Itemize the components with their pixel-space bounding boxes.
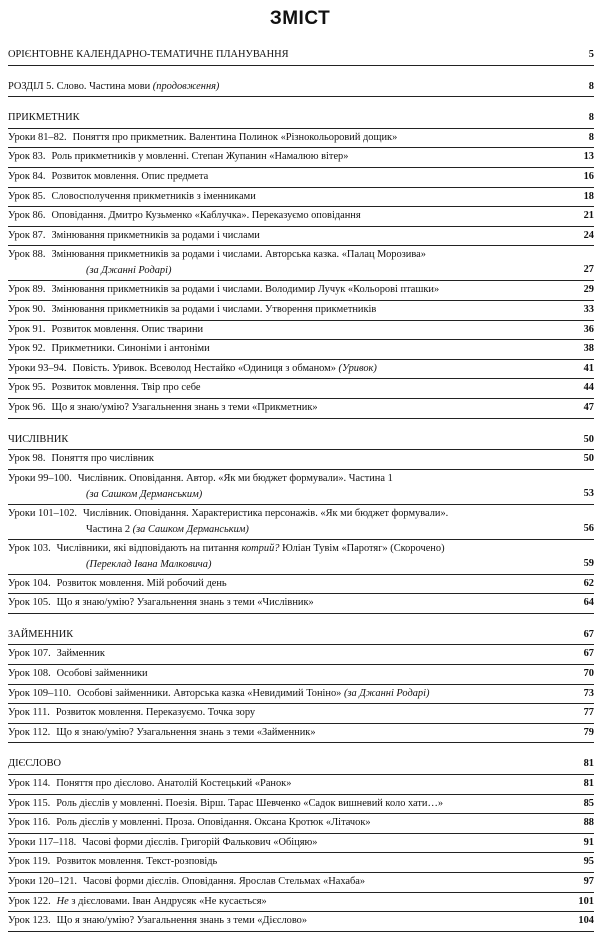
lesson-text: Урок 83. Роль прикметників у мовленні. Степан Жупанин «Намалюю вітер»: [8, 151, 349, 163]
lesson-text: Урок 104. Розвиток мовлення. Мій робочий день: [8, 577, 227, 589]
lesson-label: Урок 91.: [8, 323, 46, 335]
lesson-label: Уроки 81–82.: [8, 131, 67, 143]
page-number: 62: [583, 577, 594, 589]
lesson-text: Урок 116. Роль дієслів у мовленні. Проза. Оповідання. Оксана Кротюк «Літачок»: [8, 817, 371, 829]
toc-lesson-row[interactable]: [8, 665, 594, 685]
toc-lesson-row[interactable]: [8, 168, 594, 188]
toc-lesson-row[interactable]: [8, 704, 594, 724]
lesson-text: Урок 96. Що я знаю/умію? Узагальнення знань з теми «Прикметник»: [8, 401, 318, 413]
lesson-text: Уроки 93–94. Повість. Уривок. Всеволод Нестайко «Одиниця з обманом» (Уривок): [8, 362, 377, 374]
lesson-text: Урок 105. Що я знаю/умію? Узагальнення знань з теми «Числівник»: [8, 597, 314, 609]
page-title: ЗМІСТ: [269, 8, 331, 29]
lesson-second-line: (за Сашком Дерманським): [86, 488, 203, 500]
lesson-text: Урок 85. Словосполучення прикметників з іменниками: [8, 190, 256, 202]
lesson-label: Уроки 117–118.: [8, 836, 77, 848]
lesson-text: Урок 108. Особові займенники: [8, 668, 148, 680]
page-number: 24: [583, 229, 594, 241]
page-number: 97: [583, 876, 594, 887]
page-number: 21: [583, 210, 594, 222]
section-title: ЗАЙМЕННИК: [8, 628, 74, 640]
lesson-label: Урок 95.: [8, 382, 46, 394]
toc-lesson-row[interactable]: [8, 893, 594, 913]
lesson-text: Урок 92. Прикметники. Синоніми і антоніми: [8, 343, 210, 355]
toc-lesson-row[interactable]: [8, 470, 594, 505]
toc-lesson-row[interactable]: [8, 873, 594, 893]
lesson-label: Урок 123.: [8, 915, 51, 927]
lesson-label: Урок 116.: [8, 817, 51, 829]
toc-lesson-row[interactable]: [8, 301, 594, 321]
page-number: 5: [588, 49, 594, 60]
lesson-label: Урок 89.: [8, 284, 46, 296]
lesson-label: Урок 90.: [8, 303, 46, 315]
lesson-label: Урок 111.: [8, 707, 50, 719]
toc-lesson-row[interactable]: [8, 321, 594, 341]
lesson-label: Урок 122.: [8, 895, 51, 907]
lesson-text: Урок 88. Змінювання прикметників за родами і числами. Авторська казка. «Палац Морозива» (за Джанні Родарі): [8, 247, 568, 279]
lesson-label: Урок 92.: [8, 343, 46, 355]
toc-lesson-row[interactable]: [8, 246, 594, 281]
section-title: ПРИКМЕТНИК: [8, 112, 80, 124]
page-number: 16: [583, 170, 594, 182]
toc-lesson-row[interactable]: [8, 505, 594, 540]
page-number: 36: [583, 323, 594, 335]
lesson-label: Урок 104.: [8, 577, 51, 589]
page-number: 73: [583, 687, 594, 699]
section-title: ЧИСЛІВНИК: [8, 433, 69, 445]
page-number: 67: [583, 628, 594, 640]
lesson-label: Урок 83.: [8, 151, 46, 163]
lesson-second-line: (за Джанні Родарі): [86, 265, 172, 277]
toc-section-row[interactable]: [8, 46, 594, 66]
lesson-text: Урок 89. Змінювання прикметників за родами і числами. Володимир Лучук «Кольорові пташки»: [8, 284, 440, 296]
section-title: ДІЄСЛОВО: [8, 758, 62, 770]
section-title: ОРІЄНТОВНЕ КАЛЕНДАРНО-ТЕМАТИЧНЕ ПЛАНУВАННЯ: [8, 49, 289, 60]
page-number: 44: [583, 382, 594, 394]
page-number: 8: [588, 80, 594, 92]
toc-lesson-row[interactable]: [8, 399, 594, 419]
toc-lesson-row[interactable]: [8, 912, 594, 932]
lesson-label: Урок 112.: [8, 726, 51, 738]
lesson-label: Урок 108.: [8, 668, 51, 680]
page-number: 77: [583, 707, 594, 719]
lesson-label: Урок 119.: [8, 856, 51, 868]
page-number: 50: [583, 433, 594, 445]
lesson-label: Уроки 99–100.: [8, 472, 72, 484]
lesson-text: Уроки 117–118. Часові форми дієслів. Григорій Фалькович «Обіцяю»: [8, 836, 318, 848]
lesson-text: Урок 109–110. Особові займенники. Авторська казка «Невидимий Тоніно» (за Джанні Родарі): [8, 687, 430, 699]
lesson-label: Уроки 120–121.: [8, 876, 78, 887]
lesson-text: Урок 95. Розвиток мовлення. Твір про себе: [8, 382, 201, 394]
lesson-italic: Не: [56, 895, 69, 907]
page-number: 95: [583, 856, 594, 868]
toc-lesson-row[interactable]: [8, 853, 594, 873]
page-number: 13: [583, 151, 594, 163]
lesson-text: Урок 107. Займенник: [8, 648, 105, 660]
lesson-label: Уроки 93–94.: [8, 362, 67, 374]
toc-lesson-row[interactable]: [8, 340, 594, 360]
lesson-label: Урок 98.: [8, 453, 46, 465]
page-number: 81: [583, 778, 594, 790]
toc-lesson-row[interactable]: [8, 814, 594, 834]
table-of-contents: [8, 46, 594, 932]
page-number: 38: [583, 343, 594, 355]
page-number: 88: [583, 817, 594, 829]
page-number: 70: [583, 668, 594, 680]
lesson-text: Урок 103. Числівники, які відповідають на питання котрий? Юліан Тувім «Паротяг» (Скорочено) (Переклад Івана Малковича): [8, 541, 568, 573]
page-number: 41: [583, 362, 594, 374]
toc-lesson-row[interactable]: [8, 795, 594, 815]
lesson-text: Урок 90. Змінювання прикметників за родами і числами. Утворення прикметників: [8, 303, 377, 315]
toc-lesson-row[interactable]: [8, 207, 594, 227]
lesson-label: Урок 86.: [8, 210, 46, 222]
toc-lesson-row[interactable]: [8, 724, 594, 744]
lesson-label: Урок 87.: [8, 229, 46, 241]
toc-lesson-row[interactable]: [8, 540, 594, 575]
toc-section-row[interactable]: [8, 109, 594, 129]
toc-lesson-row[interactable]: [8, 379, 594, 399]
lesson-label: Урок 88.: [8, 249, 46, 261]
lesson-text: Уроки 99–100. Числівник. Оповідання. Автор. «Як ми бюджет формували». Частина 1 (за Сашком Дерманським): [8, 471, 568, 503]
lesson-second-line: Частина 2 (за Сашком Дерманським): [86, 523, 249, 535]
page-number: 101: [578, 895, 594, 907]
page-number: 56: [583, 522, 594, 534]
lesson-label: Урок 96.: [8, 401, 46, 413]
page-number: 33: [583, 303, 594, 315]
page-number: 79: [583, 726, 594, 738]
toc-section-row[interactable]: [8, 755, 594, 775]
lesson-text: Уроки 101–102. Числівник. Оповідання. Характеристика персонажів. «Як ми бюджет формували». Частина 2 (за Сашком Дерманським): [8, 506, 568, 538]
page-number: 47: [583, 401, 594, 413]
toc-lesson-row[interactable]: [8, 834, 594, 854]
toc-lesson-row[interactable]: [8, 227, 594, 247]
page-number: 8: [588, 131, 594, 143]
lesson-label: Урок 103.: [8, 542, 51, 554]
page-number: 53: [583, 487, 594, 499]
page-number: 50: [583, 453, 594, 465]
toc-lesson-row[interactable]: [8, 188, 594, 208]
lesson-text: Урок 114. Поняття про дієслово. Анатолій Костецький «Ранок»: [8, 778, 292, 790]
lesson-text: Урок 111. Розвиток мовлення. Переказуємо. Точка зору: [8, 707, 256, 719]
page-number: 29: [583, 284, 594, 296]
toc-lesson-row[interactable]: [8, 281, 594, 301]
page-number: 81: [583, 758, 594, 770]
lesson-label: Урок 107.: [8, 648, 51, 660]
lesson-label: Урок 115.: [8, 797, 51, 809]
lesson-text: Урок 84. Розвиток мовлення. Опис предмета: [8, 170, 209, 182]
page-number: 91: [583, 836, 594, 848]
toc-lesson-row[interactable]: [8, 360, 594, 380]
lesson-label: Урок 114.: [8, 778, 51, 790]
lesson-label: Урок 105.: [8, 597, 51, 609]
toc-lesson-row[interactable]: [8, 645, 594, 665]
lesson-italic: (за Сашком Дерманським): [130, 523, 249, 535]
lesson-label: Урок 85.: [8, 190, 46, 202]
lesson-text: Урок 112. Що я знаю/умію? Узагальнення знань з теми «Займенник»: [8, 726, 316, 738]
page-number: 67: [583, 648, 594, 660]
toc-lesson-row[interactable]: [8, 775, 594, 795]
lesson-text: Урок 87. Змінювання прикметників за родами і числами: [8, 229, 260, 241]
lesson-italic: (Уривок): [335, 362, 377, 374]
lesson-text: Уроки 120–121. Часові форми дієслів. Оповідання. Ярослав Стельмах «Нахаба»: [8, 876, 366, 887]
lesson-text: Урок 119. Розвиток мовлення. Текст-розповідь: [8, 856, 218, 868]
lesson-text: Урок 98. Поняття про числівник: [8, 453, 154, 465]
lesson-italic: (за Джанні Родарі): [341, 687, 430, 699]
lesson-second-line: (Переклад Івана Малковича): [86, 558, 212, 570]
page-number: 18: [583, 190, 594, 202]
toc-lesson-row[interactable]: [8, 129, 594, 149]
page-number: 104: [578, 915, 594, 927]
toc-section-row[interactable]: [8, 78, 594, 98]
toc-lesson-row[interactable]: [8, 450, 594, 470]
section-title: РОЗДІЛ 5. Слово. Частина мови (продовження): [8, 80, 220, 92]
toc-section-row[interactable]: [8, 431, 594, 451]
lesson-label: Урок 109–110.: [8, 687, 72, 699]
page-number: 85: [583, 797, 594, 809]
toc-lesson-row[interactable]: [8, 685, 594, 705]
page-number: 8: [588, 112, 594, 124]
toc-section-row[interactable]: [8, 626, 594, 646]
lesson-text: Урок 86. Оповідання. Дмитро Кузьменко «Каблучка». Переказуємо оповідання: [8, 210, 361, 222]
lesson-label: Уроки 101–102.: [8, 507, 78, 519]
lesson-text: Урок 115. Роль дієслів у мовленні. Поезія. Вірш. Тарас Шевченко «Садок вишневий коло хати…»: [8, 797, 444, 809]
toc-lesson-row[interactable]: [8, 148, 594, 168]
toc-lesson-row[interactable]: [8, 594, 594, 614]
lesson-text: Урок 122. Не з дієсловами. Іван Андрусяк «Не кусається»: [8, 895, 267, 907]
lesson-text: Урок 123. Що я знаю/умію? Узагальнення знань з теми «Дієслово»: [8, 915, 308, 927]
page-number: 59: [583, 557, 594, 569]
lesson-text: Урок 91. Розвиток мовлення. Опис тварини: [8, 323, 204, 335]
lesson-italic: котрий?: [241, 542, 280, 554]
section-title-italic: (продовження): [150, 80, 220, 92]
page-number: 64: [583, 597, 594, 609]
toc-lesson-row[interactable]: [8, 575, 594, 595]
page-number: 27: [583, 264, 594, 276]
lesson-text: Уроки 81–82. Поняття про прикметник. Валентина Полинок «Різнокольоровий дощик»: [8, 131, 398, 143]
lesson-label: Урок 84.: [8, 170, 46, 182]
